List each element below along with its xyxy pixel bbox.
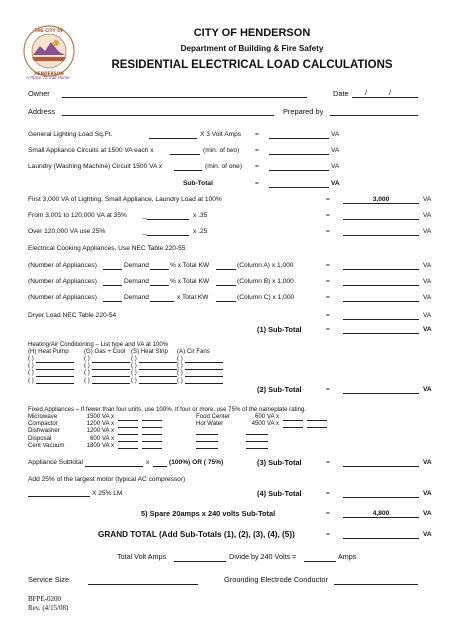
- from-3001-dash: _: [143, 212, 147, 219]
- cooking-label: Electrical Cooking Appliances, Use NEC Table 220-55: [28, 245, 186, 252]
- lighting-unit: VA: [331, 131, 340, 138]
- hvac-type-checkbox[interactable]: ( ): [28, 362, 34, 370]
- hvac-type-checkbox[interactable]: ( ): [131, 355, 137, 362]
- over-120000-dash: _: [143, 228, 147, 235]
- lighting-va-field[interactable]: [269, 138, 329, 139]
- hvac-type-checkbox[interactable]: ( ): [84, 362, 90, 370]
- owner-field[interactable]: [62, 97, 307, 98]
- owner-label: Owner: [28, 89, 50, 98]
- hvac-type-checkbox[interactable]: ( ): [84, 355, 90, 362]
- from-3001-eq: =: [326, 212, 330, 219]
- hvac-va-field[interactable]: [92, 383, 130, 384]
- dryer-eq: =: [326, 312, 330, 319]
- subtotal-va-field[interactable]: [269, 187, 329, 188]
- from-3001-va-field[interactable]: [343, 219, 419, 220]
- lighting-mult: X 3 Volt Amps: [200, 131, 242, 138]
- cooking-demand-field[interactable]: [150, 301, 174, 302]
- grand-total-eq: =: [326, 531, 330, 538]
- over-120000-field[interactable]: [147, 235, 189, 236]
- from-3001-field[interactable]: [147, 219, 189, 220]
- fixed-appliance-va-field[interactable]: [142, 420, 162, 421]
- cooking-unit: VA: [423, 278, 432, 285]
- date-separator-2: /: [389, 88, 392, 97]
- dryer-va-field[interactable]: [343, 319, 419, 320]
- over-120000-va-field[interactable]: [343, 235, 419, 236]
- fixed-appliance-va: 1800 VA x: [86, 441, 114, 449]
- amps-field[interactable]: [304, 561, 336, 562]
- cooking-eq: =: [326, 262, 330, 269]
- date-separator-1: /: [365, 88, 368, 97]
- logo-motto: A Place To Call Home: [26, 75, 70, 80]
- subtotal-2-eq: =: [326, 386, 330, 393]
- cooking-appliances-label: (Number of Appliances): [28, 294, 97, 301]
- cooking-kw-field[interactable]: [216, 285, 236, 286]
- hvac-type-checkbox[interactable]: ( ): [28, 355, 34, 362]
- department-name: Department of Building & Fire Safety: [180, 44, 324, 53]
- small-appliance-count-field[interactable]: [170, 154, 200, 155]
- fixed-appliance-name: Food Center: [196, 413, 230, 420]
- cooking-kw-label: x Total KW: [177, 294, 209, 301]
- hvac-col-heat-strip: (S) Heat Strip: [131, 348, 168, 355]
- fixed-appliance-name: Dishwasher: [28, 427, 60, 435]
- subtotal-3-eq: =: [326, 459, 330, 466]
- fixed-appliance-va-field[interactable]: [246, 448, 268, 449]
- hvac-title: Heating/Air Conditioning – List type and VA at 100%: [28, 341, 169, 348]
- laundry-va-field[interactable]: [269, 170, 329, 171]
- subtotal-4-unit: VA: [423, 490, 432, 497]
- fixed-appliance-va-field[interactable]: [307, 427, 327, 428]
- hvac-va-field[interactable]: [36, 369, 74, 370]
- cooking-eq: =: [326, 294, 330, 301]
- hvac-va-field[interactable]: [92, 376, 130, 377]
- fixed-appliance-va-field[interactable]: [142, 427, 162, 428]
- hvac-va-field[interactable]: [139, 369, 177, 370]
- cooking-kw-field[interactable]: [216, 301, 236, 302]
- subtotal-eq: =: [255, 180, 259, 187]
- cooking-count-field[interactable]: [103, 285, 122, 286]
- cooking-unit: VA: [423, 294, 432, 301]
- hvac-col-heat-pump: (H) Heat Pump: [28, 348, 69, 355]
- cooking-count-field[interactable]: [103, 301, 122, 302]
- subtotal-4-field[interactable]: [343, 497, 419, 498]
- appliance-pct-field[interactable]: [153, 466, 167, 467]
- from-3001-label: From 3,001 to 120,000 VA at 35%: [28, 212, 127, 219]
- amps-unit: Amps: [338, 552, 357, 561]
- fixed-appliance-va-field[interactable]: [142, 441, 162, 442]
- fixed-appliance-va: 600 VA x: [90, 434, 114, 442]
- spare-label: 5) Spare 20amps x 240 volts Sub-Total: [141, 509, 276, 518]
- cooking-eq: =: [326, 278, 330, 285]
- hvac-type-checkbox[interactable]: ( ): [177, 362, 183, 370]
- from-3001-unit: VA: [423, 212, 432, 219]
- fixed-appliance-qty-field[interactable]: [283, 427, 303, 428]
- hvac-type-checkbox[interactable]: ( ): [131, 362, 137, 370]
- hvac-type-checkbox[interactable]: ( ): [177, 355, 183, 362]
- over-120000-mult: x .25: [193, 228, 208, 235]
- fixed-appliance-va: 1200 VA x: [86, 420, 114, 428]
- appliance-subtotal-field[interactable]: [85, 466, 143, 467]
- fixed-appliance-qty-field[interactable]: [196, 441, 218, 442]
- cooking-va-field[interactable]: [343, 301, 419, 302]
- cooking-va-field[interactable]: [343, 269, 419, 270]
- spare-field[interactable]: [343, 517, 419, 518]
- first-3000-value: 3,000: [372, 196, 390, 203]
- fixed-appliance-va: 1200 VA x: [86, 427, 114, 435]
- city-name: CITY OF HENDERSON: [193, 27, 311, 39]
- small-appliance-unit: VA: [331, 147, 340, 154]
- hvac-type-checkbox[interactable]: ( ): [28, 376, 34, 384]
- prepared-by-field[interactable]: [330, 115, 418, 116]
- subtotal-unit: VA: [331, 180, 340, 187]
- hvac-type-checkbox[interactable]: ( ): [84, 369, 90, 377]
- cooking-count-field[interactable]: [103, 269, 122, 270]
- cooking-column-label: (Column C) x 1,000: [237, 294, 295, 301]
- hvac-va-field[interactable]: [36, 383, 74, 384]
- hvac-type-checkbox[interactable]: ( ): [177, 369, 183, 377]
- cooking-demand-field[interactable]: [150, 269, 169, 270]
- fixed-appliance-qty-field[interactable]: [118, 434, 138, 435]
- cooking-unit: VA: [423, 262, 432, 269]
- laundry-label: Laundry (Washing Machine) Circuit 1500 VA x: [28, 163, 163, 170]
- subtotal-4-eq: =: [326, 490, 330, 497]
- prepared-by-label: Prepared by: [283, 107, 324, 116]
- first-3000-field[interactable]: [343, 203, 419, 204]
- fixed-appliance-qty-field[interactable]: [118, 420, 138, 421]
- fixed-appliance-name: Hot Water: [196, 420, 224, 428]
- fixed-appliance-va-field[interactable]: [307, 420, 327, 421]
- date-field[interactable]: [352, 97, 418, 98]
- fixed-appliance-va-field[interactable]: [246, 441, 268, 442]
- fixed-appliance-name: Compactor: [28, 420, 58, 428]
- cooking-demand-label: Demand: [124, 262, 149, 269]
- hvac-type-checkbox[interactable]: ( ): [131, 369, 137, 377]
- cooking-column-label: (Column A) x 1,000: [237, 262, 294, 269]
- hvac-va-field[interactable]: [139, 376, 177, 377]
- lighting-eq: =: [255, 131, 259, 138]
- over-120000-unit: VA: [423, 228, 432, 235]
- subtotal-2-label: (2) Sub-Total: [257, 385, 302, 394]
- grounding-field[interactable]: [334, 584, 418, 585]
- fixed-appliance-qty-field[interactable]: [196, 448, 218, 449]
- laundry-note: (min. of one): [205, 163, 243, 170]
- fixed-appliance-name: Cent Vacuum: [28, 441, 65, 449]
- hvac-va-field[interactable]: [36, 376, 74, 377]
- lighting-label: General Lighting Load Sq.Ft.: [28, 131, 113, 138]
- hvac-va-field[interactable]: [92, 362, 130, 363]
- dryer-unit: VA: [423, 312, 432, 319]
- subtotal-2-field[interactable]: [343, 393, 419, 394]
- fixed-appliance-qty-field[interactable]: [118, 441, 138, 442]
- fixed-appliance-name: Disposal: [28, 434, 52, 442]
- hvac-va-field[interactable]: [92, 369, 130, 370]
- fixed-appliance-qty-field[interactable]: [118, 427, 138, 428]
- fixed-appliance-va-field[interactable]: [142, 434, 162, 435]
- lighting-sqft-field[interactable]: [149, 138, 197, 139]
- fixed-appliance-va-field[interactable]: [142, 448, 162, 449]
- grand-total-label: GRAND TOTAL (Add Sub-Totals (1), (2), (3), (4), (5)): [98, 530, 295, 539]
- svg-text:HENDERSON: HENDERSON: [34, 71, 64, 76]
- appliance-subtotal-label: Appliance Subtotal: [28, 459, 83, 466]
- svg-text:THE CITY OF: THE CITY OF: [34, 28, 64, 33]
- from-3001-mult: x .35: [193, 212, 208, 219]
- subtotal-label: Sub-Total: [183, 180, 213, 187]
- small-appliance-va-field[interactable]: [269, 154, 329, 155]
- hvac-va-field[interactable]: [185, 362, 223, 363]
- subtotal-4-label: (4) Sub-Total: [257, 489, 302, 498]
- fixed-appliance-va: 600 VA x: [255, 413, 279, 420]
- motor-mult: X 25% LM: [92, 490, 123, 497]
- hvac-col-gas-cool: (G) Gas + Cool: [84, 348, 126, 355]
- fixed-appliance-va: 4500 VA x: [251, 420, 279, 428]
- laundry-unit: VA: [331, 163, 340, 170]
- service-size-label: Service Size: [28, 575, 70, 584]
- grand-total-field[interactable]: [343, 538, 419, 539]
- fixed-appliance-qty-field[interactable]: [196, 434, 218, 435]
- cooking-demand-label: Demand: [124, 294, 149, 301]
- revision-date: Rev. (4/15/08): [28, 604, 69, 612]
- small-appliance-eq: =: [255, 147, 259, 154]
- appliance-pct-options: (100%) OR ( 75%): [169, 459, 224, 466]
- spare-value: 4,800: [372, 510, 390, 517]
- over-120000-label: Over 120,000 VA use 25%: [28, 228, 106, 235]
- service-size-field[interactable]: [88, 584, 198, 585]
- cooking-kw-label: % x Total KW: [170, 262, 210, 269]
- subtotal-3-field[interactable]: [343, 466, 419, 467]
- small-appliance-label: Small Appliance Circuits at 1500 VA each x: [28, 147, 154, 154]
- hvac-type-checkbox[interactable]: ( ): [84, 376, 90, 384]
- cooking-demand-label: Demand: [124, 278, 149, 285]
- cooking-appliances-label: (Number of Appliances): [28, 278, 97, 285]
- hvac-type-checkbox[interactable]: ( ): [28, 369, 34, 377]
- hvac-va-field[interactable]: [139, 362, 177, 363]
- form-title: RESIDENTIAL ELECTRICAL LOAD CALCULATIONS: [111, 59, 393, 71]
- form-number: BFPE-0200: [28, 595, 62, 603]
- cooking-kw-label: % x Total KW: [170, 278, 210, 285]
- spare-unit: VA: [423, 510, 432, 517]
- cooking-demand-field[interactable]: [150, 285, 169, 286]
- hvac-va-field[interactable]: [185, 376, 223, 377]
- subtotal-1-field[interactable]: [343, 333, 419, 334]
- small-appliance-note: (min. of two): [203, 147, 240, 154]
- subtotal-1-unit: VA: [423, 326, 432, 333]
- total-volt-amps-label: Total Volt Amps: [117, 552, 167, 561]
- fixed-appliance-va: 1500 VA x: [86, 413, 114, 420]
- dryer-label: Dryer Load NEC Table 220-54: [28, 312, 117, 319]
- laundry-count-field[interactable]: [174, 170, 202, 171]
- first-3000-unit: VA: [423, 196, 432, 203]
- first-3000-eq: =: [326, 196, 330, 203]
- hvac-type-checkbox[interactable]: ( ): [177, 376, 183, 384]
- grounding-label: Grounding Electrode Conductor: [224, 575, 328, 584]
- subtotal-1-eq: =: [326, 326, 330, 333]
- hvac-va-field[interactable]: [185, 383, 223, 384]
- fixed-appliance-qty-field[interactable]: [118, 448, 138, 449]
- first-3000-label: First 3,000 VA of Lighting, Small Appliance, Laundry Load at 100%: [28, 196, 222, 203]
- address-label: Address: [28, 107, 56, 116]
- subtotal-3-unit: VA: [423, 459, 432, 466]
- fixed-appliance-qty-field[interactable]: [283, 420, 303, 421]
- appliance-subtotal-x: x: [146, 459, 150, 466]
- cooking-va-field[interactable]: [343, 285, 419, 286]
- hvac-col-cir-fans: (A) Cir Fans: [177, 348, 210, 355]
- subtotal-2-unit: VA: [423, 386, 432, 393]
- fixed-appliance-name: Microwave: [28, 413, 58, 420]
- motor-label: Add 25% of the largest motor (typical AC compressor): [28, 476, 186, 483]
- grand-total-unit: VA: [423, 531, 432, 538]
- cooking-column-label: (Column B) x 1,000: [237, 278, 294, 285]
- cooking-kw-field[interactable]: [216, 269, 236, 270]
- subtotal-3-label: (3) Sub-Total: [257, 458, 302, 467]
- divide-label: Divide by 240 Volts =: [229, 552, 297, 561]
- fixed-appliance-va-field[interactable]: [246, 434, 268, 435]
- hvac-type-checkbox[interactable]: ( ): [131, 376, 137, 384]
- subtotal-1-label: (1) Sub-Total: [257, 325, 302, 334]
- date-label: Date: [333, 89, 349, 98]
- hvac-va-field[interactable]: [185, 369, 223, 370]
- over-120000-eq: =: [326, 228, 330, 235]
- hvac-va-field[interactable]: [36, 362, 74, 363]
- motor-field[interactable]: [28, 496, 90, 497]
- total-volt-amps-field[interactable]: [174, 561, 226, 562]
- address-field[interactable]: [62, 115, 274, 116]
- laundry-eq: =: [255, 163, 259, 170]
- fixed-appliances-title: Fixed Appliances – If fewer than four units, use 100%. If four or more, use 75% of the nameplate rating.: [28, 406, 307, 413]
- cooking-appliances-label: (Number of Appliances): [28, 262, 97, 269]
- spare-eq: =: [326, 510, 330, 517]
- hvac-va-field[interactable]: [139, 383, 177, 384]
